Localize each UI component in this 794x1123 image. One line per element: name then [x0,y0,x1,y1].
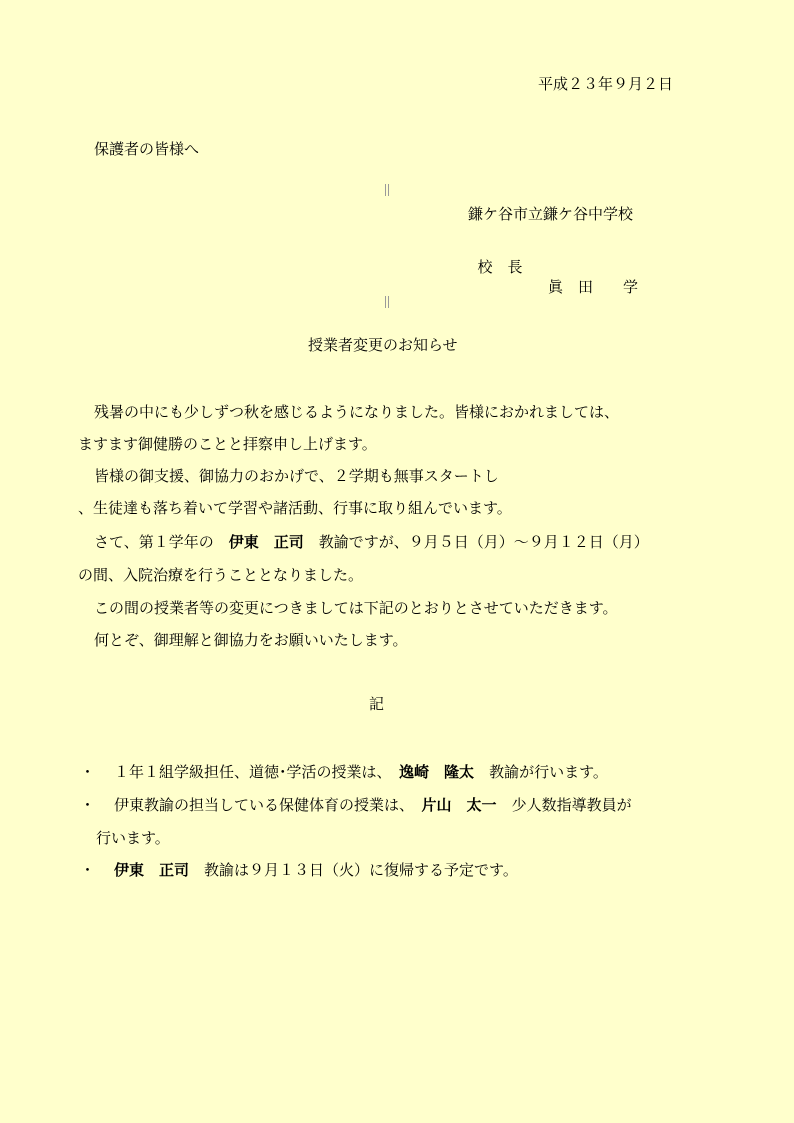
note-3 [114,860,518,880]
note-2-line-2: 行います。 [96,829,170,847]
sender-school: 鎌ケ谷市立鎌ケ谷中学校 [468,205,634,223]
note-2 [114,795,632,815]
sender-principal [468,237,639,297]
notice-title: 授業者変更のお知らせ [308,336,458,354]
body-paragraph-3-line-2: の間、入院治療を行うこととなりました。 [78,566,364,584]
note-1 [114,762,608,782]
bullet: ・ [80,861,96,879]
sender-name: 眞 田 学 [548,278,639,296]
teacher-name: 伊東 正司 [228,533,304,551]
body-paragraph-1-line-2: ますます御健勝のことと拝察申し上げます。 [78,435,377,453]
body-text: さて、第１学年の [94,533,214,551]
body-paragraph-5: 何とぞ、御理解と御協力をお願いいたします。 [94,631,408,649]
sender-title: 校 長 [477,258,523,276]
editor-paragraph-mark [385,184,389,196]
bullet: ・ [80,796,96,814]
ki-heading: 記 [369,695,385,713]
note-text: １年１組学級担任、道徳･学活の授業は、 [114,763,385,781]
bullet: ・ [80,763,96,781]
body-paragraph-1-line-1: 残暑の中にも少しずつ秋を感じるようになりました。皆様におかれましては、 [94,403,620,421]
body-paragraph-2-line-2: 、生徒達も落ち着いて学習や諸活動、行事に取り組んでいます。 [78,499,512,517]
teacher-name: 片山 太一 [421,796,497,814]
editor-paragraph-mark [385,296,389,308]
note-text: 教諭は９月１３日（火）に復帰する予定です。 [204,861,518,879]
document-date: 平成２３年９月２日 [538,75,674,93]
teacher-name: 伊東 正司 [114,861,190,879]
body-paragraph-3-line-1 [94,532,649,552]
addressee: 保護者の皆様へ [94,140,200,158]
note-text: 少人数指導教員が [511,796,632,814]
body-paragraph-4: この間の授業者等の変更につきましては下記のとおりとさせていただきます。 [94,599,618,617]
teacher-name: 逸崎 隆太 [399,763,475,781]
note-text: 伊東教諭の担当している保健体育の授業は、 [114,796,407,814]
body-paragraph-2-line-1: 皆様の御支援、御協力のおかげで、２学期も無事スタートし [94,467,499,485]
note-text: 教諭が行います。 [489,763,608,781]
body-text: 教諭ですが、９月５日（月）～９月１２日（月） [318,533,649,551]
